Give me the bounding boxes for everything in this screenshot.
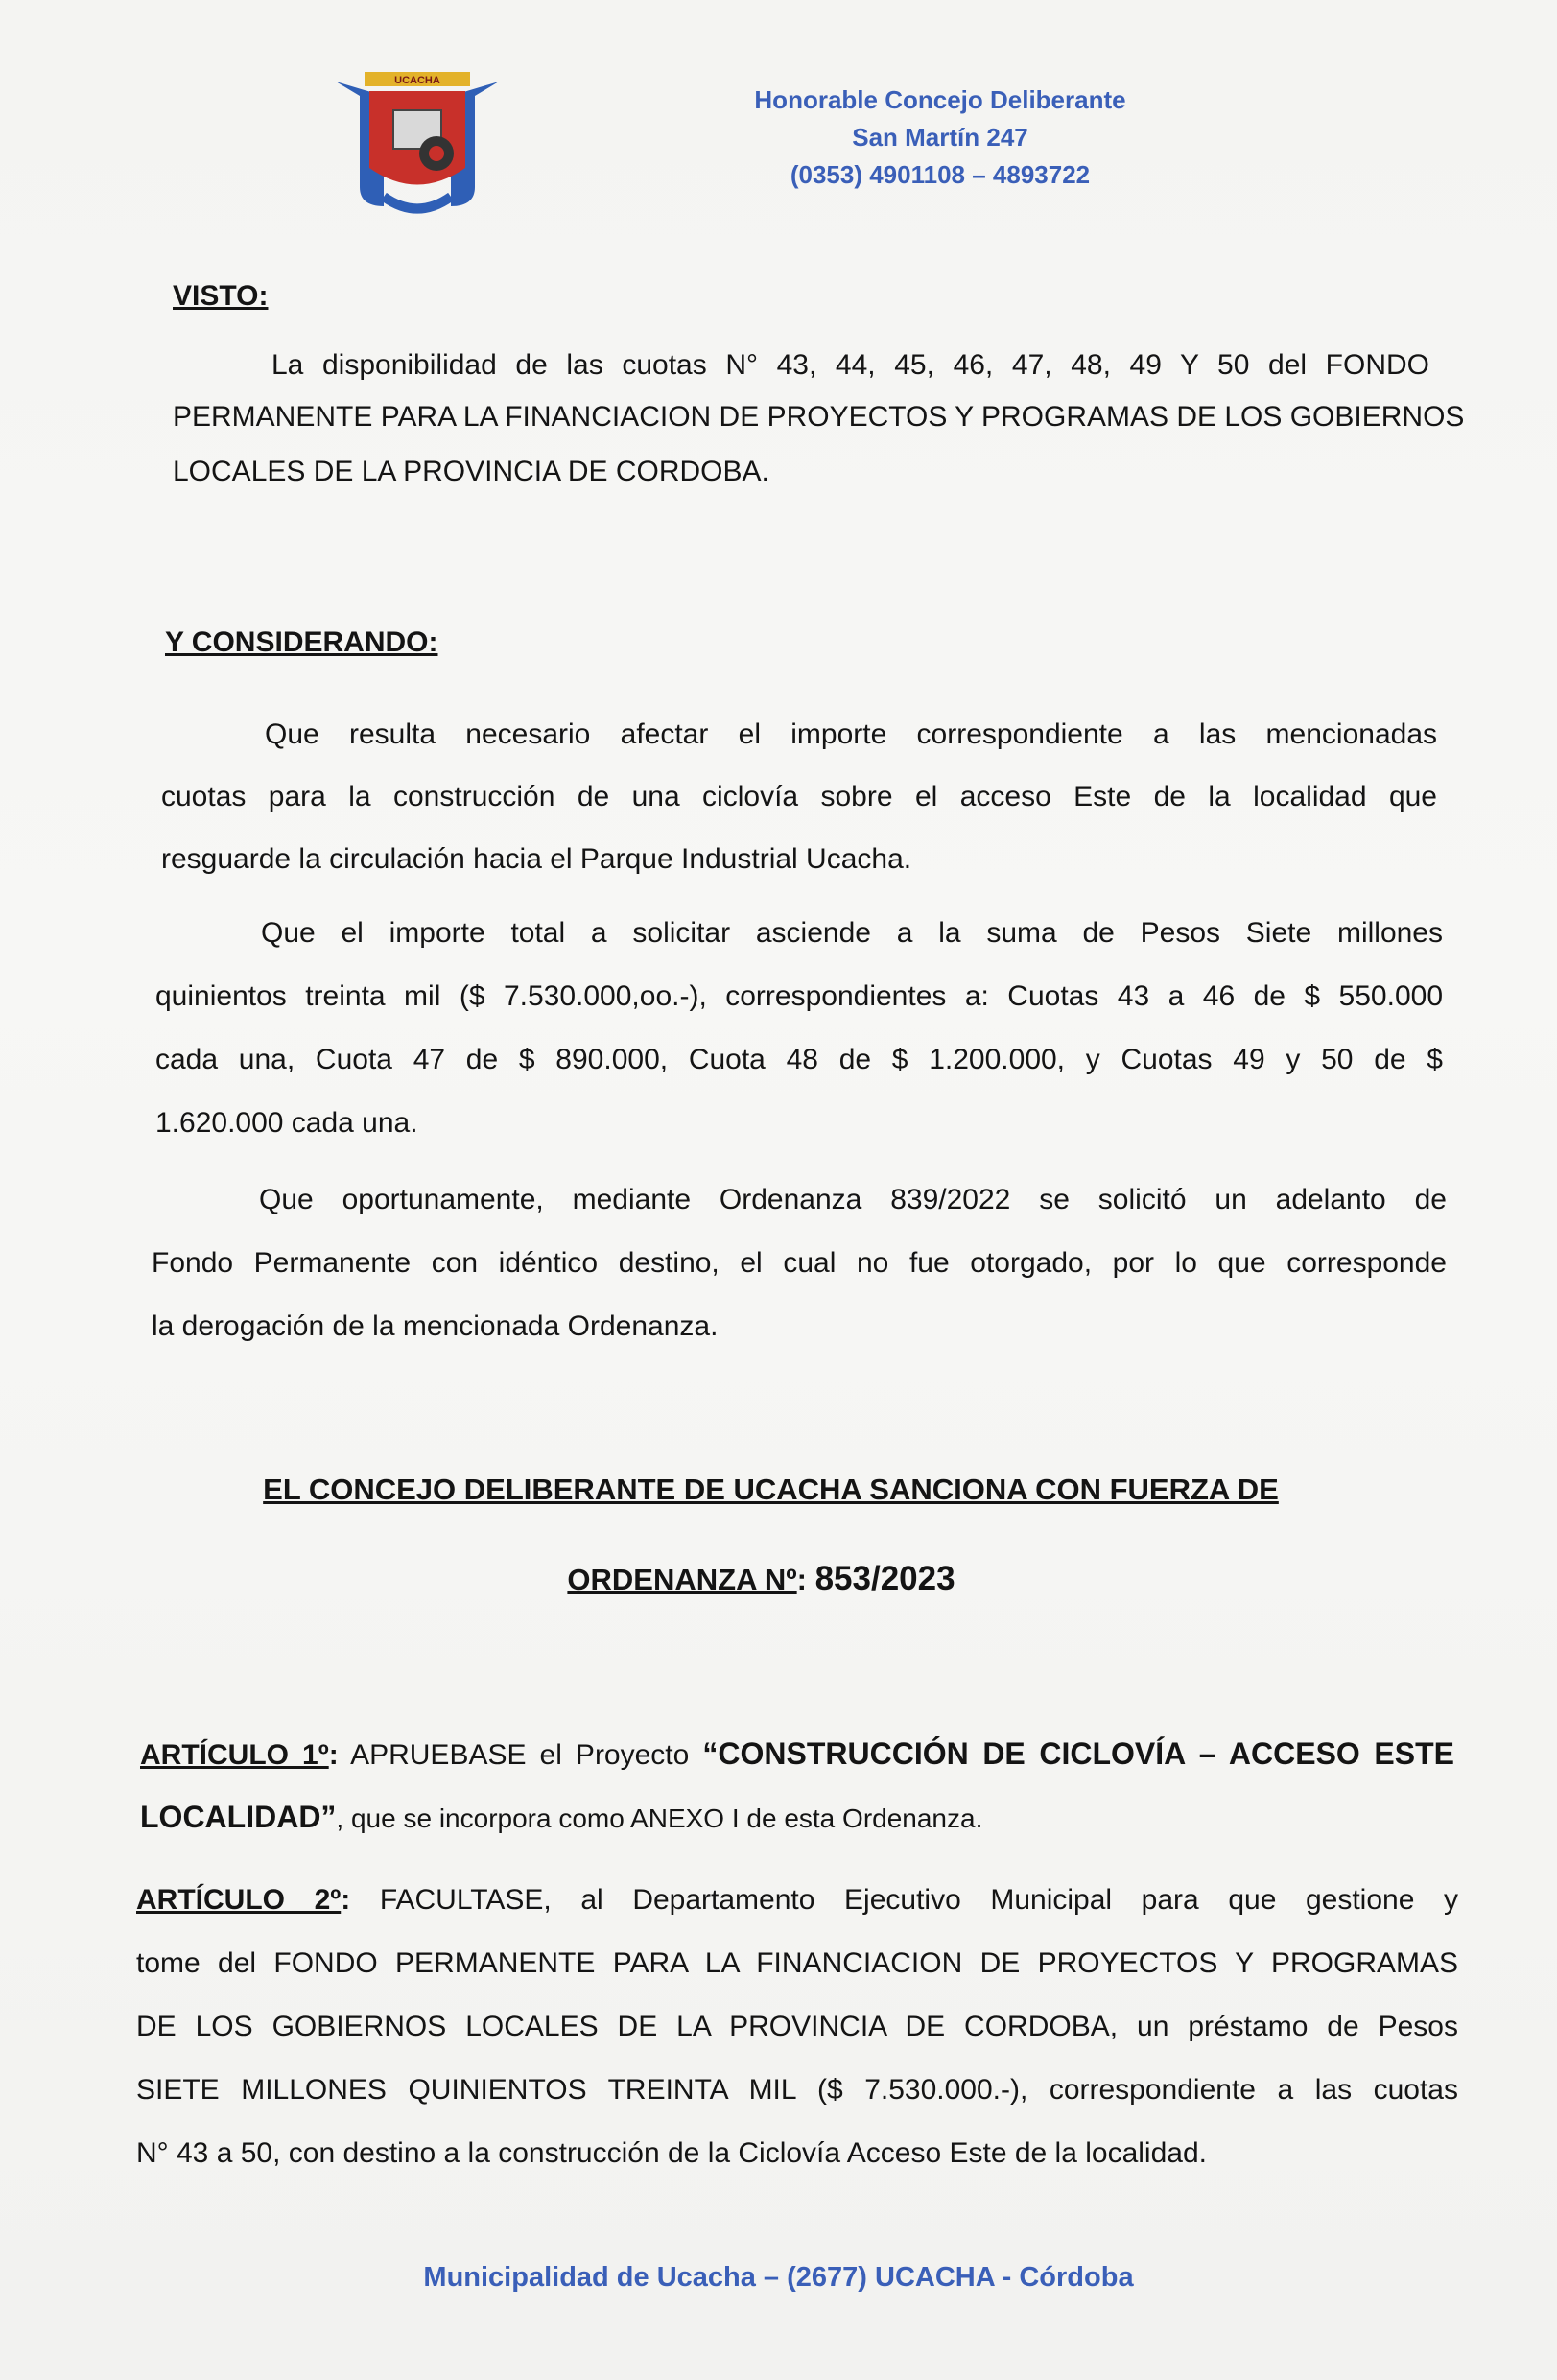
considerando-heading: Y CONSIDERANDO: [165,626,438,658]
considerando-paragraph-1: Que resulta necesario afectar el importe correspondiente a las mencionadas cuotas para la construcción de una ciclovía sobre el acceso Este de la localidad que resguarde la circulación hacia el Parque Industrial Ucacha. [161,719,1437,875]
org-name: Honorable Concejo Deliberante [754,85,1126,114]
articulo-2-label: ARTÍCULO 2º [136,1884,342,1916]
municipal-crest-logo [317,62,518,221]
ordenanza-title: ORDENANZA Nº: 853/2023 [567,1560,955,1597]
articulo-2: ARTÍCULO 2º: FACULTASE, al Departamento Ejecutivo Municipal para que gestione y tome del FONDO PERMANENTE PARA LA FINANCIACION DE PROYECTOS Y PROGRAMAS DE LOS GOBIERNOS LOCALES DE LA PROVINCIA DE CORDOBA, un préstamo de Pesos SIETE MILLONES QUINIENTOS TREINTA MIL ($ 7.530.000.-), correspondiente a las cuotas N° 43 a 50, con destino a la construcción de la Ciclovía Acceso Este de la localidad. [136,1884,1458,2169]
sanciona-title: EL CONCEJO DELIBERANTE DE UCACHA SANCIONA CON FUERZA DE [263,1473,1279,1506]
considerando-paragraph-2: Que el importe total a solicitar asciende a la suma de Pesos Siete millones quinientos treinta mil ($ 7.530.000,oo.-), correspondientes a: Cuotas 43 a 46 de $ 550.000 cada una, Cuota 47 de $ 890.000, Cuota 48 de $ 1.200.000, y Cuotas 49 y 50 de $ 1.620.000 cada una. [155,917,1443,1139]
org-phone: (0353) 4901108 – 4893722 [790,160,1091,189]
articulo-1-label: ARTÍCULO 1º [140,1739,329,1771]
org-address: San Martín 247 [852,123,1028,152]
logo-text: UCACHA [394,75,440,86]
ordenanza-number: 853/2023 [814,1560,955,1597]
considerando-paragraph-3: Que oportunamente, mediante Ordenanza 839/2022 se solicitó un adelanto de Fondo Permanente con idéntico destino, el cual no fue otorgado, por lo que corresponde la derogación de la mencionada Ordenanza. [152,1184,1447,1342]
letterhead [614,82,1266,194]
visto-heading: VISTO: [173,280,269,312]
letterhead-footer: Municipalidad de Ucacha – (2677) UCACHA - Córdoba [423,2262,1134,2293]
articulo-1: ARTÍCULO 1º: APRUEBASE el Proyecto “CONSTRUCCIÓN DE CICLOVÍA – ACCESO ESTE LOCALIDAD”, que se incorpora como ANEXO I de esta Ordenanza. [140,1736,1455,1834]
visto-paragraph: La disponibilidad de las cuotas N° 43, 44, 45, 46, 47, 48, 49 Y 50 del FONDO PERMANENTE PARA LA FINANCIACION DE PROYECTOS Y PROGRAMAS DE LOS GOBIERNOS LOCALES DE LA PROVINCIA DE CORDOBA. [173,349,1465,487]
